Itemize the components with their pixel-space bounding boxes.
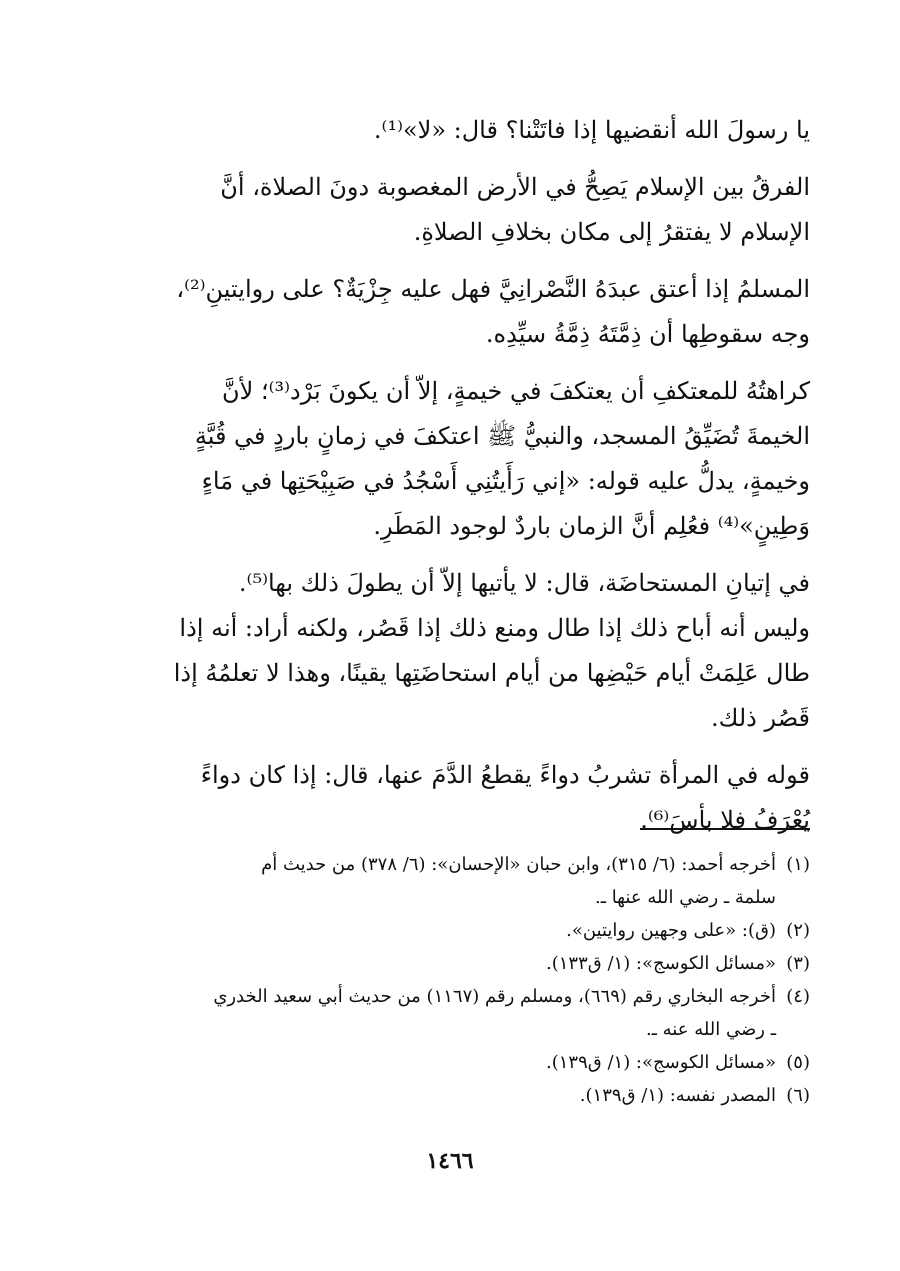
footnote <box>105 848 810 914</box>
footnote <box>105 1079 810 1112</box>
footnote-number: (٦) <box>786 1085 810 1106</box>
footnote-text: المصدر نفسه: (١/ ق١٣٩). <box>579 1085 776 1106</box>
footnote-divider <box>640 828 810 830</box>
footnote-number: (٤) <box>786 986 810 1007</box>
footnote <box>105 947 810 980</box>
footnote-line: سلمة ـ رضي الله عنها ـ. <box>594 887 776 908</box>
footnote-text: (ق): «على وجهين روايتين». <box>566 920 776 941</box>
paragraph-line: وخيمةٍ، يدلُّ عليه قوله: «إني رَأَيتُنِي أَسْجُدُ في صَبِيْحَتِها في مَاءٍ <box>201 467 810 495</box>
paragraph-3 <box>105 267 810 357</box>
paragraph-line: طال عَلِمَتْ أيام حَيْضِها من أيام استحاضَتِها يقينًا، وهذا لا تعلمُهُ إذا <box>173 659 810 687</box>
paragraph-5 <box>105 561 810 741</box>
paragraph-line: الإسلام لا يفتقرُ إلى مكان بخلافِ الصلاةِ. <box>413 218 810 246</box>
paragraph-line: قَصُر ذلك. <box>710 704 810 732</box>
footnote-text <box>105 980 776 1046</box>
footnote <box>105 980 810 1046</box>
paragraph-line: المسلمُ إذا أعتق عبدَهُ النَّصْرانِيَّ فهل عليه جِزْيَةٌ؟ على روايتينِ⁽²⁾، <box>176 275 810 303</box>
footnote-number: (١) <box>786 854 810 875</box>
paragraph-line: في إتيانِ المستحاضَة، قال: لا يأتيها إلاّ أن يطولَ ذلك بها⁽⁵⁾. <box>238 569 810 597</box>
paragraph-1 <box>105 108 810 153</box>
footnote-text: «مسائل الكوسج»: (١/ ق١٣٩). <box>545 1052 776 1073</box>
footnote-number: (٣) <box>786 953 810 974</box>
paragraph-line: كراهتُهُ للمعتكفِ أن يعتكفَ في خيمةٍ، إلاّ أن يكونَ بَرْد⁽³⁾؛ لأنَّ <box>222 377 810 405</box>
paragraph-line: يا رسولَ الله أنقضيها إذا فاتَتْنا؟ قال: «لا»⁽¹⁾. <box>373 116 810 144</box>
paragraph-line: يُعْرَفُ فلا بأسَ⁽⁶⁾. <box>640 806 810 834</box>
footnote-line: أخرجه أحمد: (٦/ ٣١٥)، وابن حبان «الإحسان»: (٦/ ٣٧٨) من حديث أم <box>261 854 776 875</box>
page-number: ١٤٦٦ <box>426 1148 474 1174</box>
footnote-number: (٢) <box>786 920 810 941</box>
paragraph-line: وليس أنه أباح ذلك إذا طال ومنع ذلك إذا قَصُر، ولكنه أراد: أنه إذا <box>179 614 810 642</box>
footnote <box>105 1046 810 1079</box>
footnote <box>105 914 810 947</box>
footnote-text <box>105 848 776 914</box>
footnote-number: (٥) <box>786 1052 810 1073</box>
footnotes <box>105 848 810 1112</box>
footnote-text: «مسائل الكوسج»: (١/ ق١٣٣). <box>545 953 776 974</box>
footnote-line: أخرجه البخاري رقم (٦٦٩)، ومسلم رقم (١١٦٧) من حديث أبي سعيد الخدري <box>213 986 776 1007</box>
paragraph-2 <box>105 165 810 255</box>
paragraph-line: قوله في المرأة تشربُ دواءً يقطعُ الدَّمَ عنها، قال: إذا كان دواءً <box>200 761 810 789</box>
paragraph-4 <box>105 369 810 549</box>
main-text <box>105 108 810 855</box>
footnote-line: ـ رضي الله عنه ـ. <box>645 1019 776 1040</box>
paragraph-line: وجه سقوطِها أن ذِمَّتَهُ ذِمَّةُ سيِّدِه. <box>485 320 810 348</box>
paragraph-line: الفرقُ بين الإسلام يَصِحُّ في الأرض المغصوبة دونَ الصلاة، أنَّ <box>220 173 810 201</box>
paragraph-line: وَطِينٍ»⁽⁴⁾ فعُلِم أنَّ الزمان باردٌ لوجود المَطَرِ. <box>373 512 810 540</box>
paragraph-line: الخيمةَ تُضَيِّقُ المسجد، والنبيُّ ﷺ اعتكفَ في زمانٍ باردٍ في قُبَّةٍ <box>194 422 810 450</box>
